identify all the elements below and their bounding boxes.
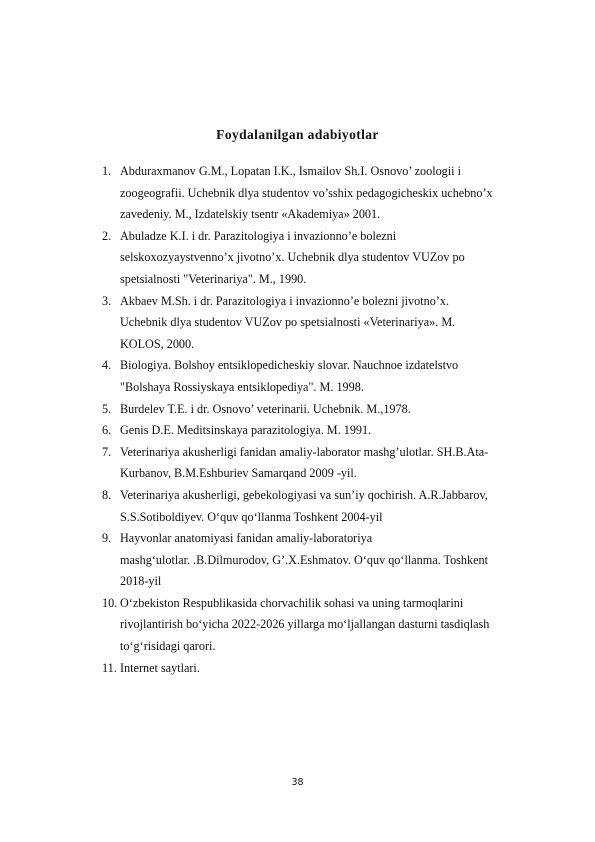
reference-item [102,226,552,291]
reference-text-line: zavedeniy. M., Izdatelskiy tsentr «Akademiya» 2001. [120,207,381,222]
reference-text-line: Kurbanov, B.M.Eshburiev Samarqand 2009 -yil. [120,466,357,481]
reference-text-line: Burdelev T.E. i dr. Osnovo’ veterinarii. Uchebnik. M.,1978. [120,401,411,416]
reference-text-line: Hayvonlar anatomiyasi fanidan amaliy-laboratoriya [120,531,373,546]
reference-item [102,658,552,680]
reference-item [102,528,552,593]
reference-number: 10. [102,595,118,610]
reference-text-line: Uchebnik dlya studentov VUZov po spetsialnosti «Veterinariya». M. [120,315,456,330]
reference-text-line: Abduraxmanov G.M., Lopatan I.K., Ismailov Sh.I. Osnovo’ zoologii i [120,164,461,178]
reference-text-line: selskoxozyaystvenno’x jivotno’x. Uchebnik dlya studentov VUZov po [120,250,465,265]
reference-text-line: Veterinariya akusherligi fanidan amaliy-laborator mashg’ulotlar. SH.B.Ata- [120,444,489,459]
reference-number: 2. [102,228,112,243]
reference-text-line: Abuladze K.I. i dr. Parazitologiya i invazionno’e bolezni [120,228,397,243]
reference-number: 4. [102,358,112,373]
reference-text-line: "Bolshaya Rossiyskaya entsiklopediya". M. 1998. [120,379,364,394]
reference-text-line: Veterinariya akusherligi, gebekologiyasi va sun’iy qochirish. A.R.Jabbarov, [120,487,488,502]
reference-item [102,442,552,485]
reference-text-line: 2018-yil [120,574,162,589]
reference-text-line: Genis D.E. Meditsinskaya parazitologiya. M. 1991. [120,423,372,438]
reference-text-line: zoogeografii. Uchebnik dlya studentov vo’sshix pedagogicheskix uchebno’x [120,185,493,200]
reference-item [102,420,552,442]
reference-item [102,355,552,398]
reference-text-line: S.S.Sotiboldiyev. O‘quv qo‘llanma Toshkent 2004-yil [120,509,383,524]
reference-text-line: to‘g‘risidagi qarori. [120,639,216,654]
reference-number: 11. [102,660,117,675]
page-number: 38 [291,777,304,788]
reference-number: 7. [102,444,112,459]
reference-text-line: KOLOS, 2000. [120,336,195,351]
reference-text-line: O‘zbekiston Respublikasida chorvachilik sohasi va uning tarmoqlarini [120,595,464,610]
reference-number: 3. [102,293,112,308]
reference-text-line: rivojlantirish bo‘yicha 2022-2026 yillarga mo‘ljallangan dasturni tasdiqlash [120,617,490,632]
reference-text-line: Akbaev M.Sh. i dr. Parazitologiya i invazionno’e bolezni jivotno’x. [120,293,449,308]
reference-item [102,291,552,356]
reference-text-line: Biologiya. Bolshoy entsiklopedicheskiy slovar. Nauchnoe izdatelstvo [120,358,459,373]
reference-number: 1. [102,164,112,178]
reference-number: 6. [102,423,112,438]
reference-item [102,399,552,421]
reference-item [102,593,552,658]
reference-item [102,161,552,226]
reference-number: 5. [102,401,112,416]
reference-item [102,485,552,528]
reference-text-line: spetsialnosti "Veterinariya". M., 1990. [120,271,307,286]
page-title: Foydalanilgan adabiyotlar [216,127,379,142]
reference-text-line: mashg‘ulotlar. .B.Dilmurodov, G’.X.Eshmatov. O‘quv qo‘llanma. Toshkent [120,552,488,567]
reference-list [102,161,552,679]
reference-number: 8. [102,487,112,502]
reference-number: 9. [102,531,112,546]
reference-text-line: Internet saytlari. [120,660,200,675]
